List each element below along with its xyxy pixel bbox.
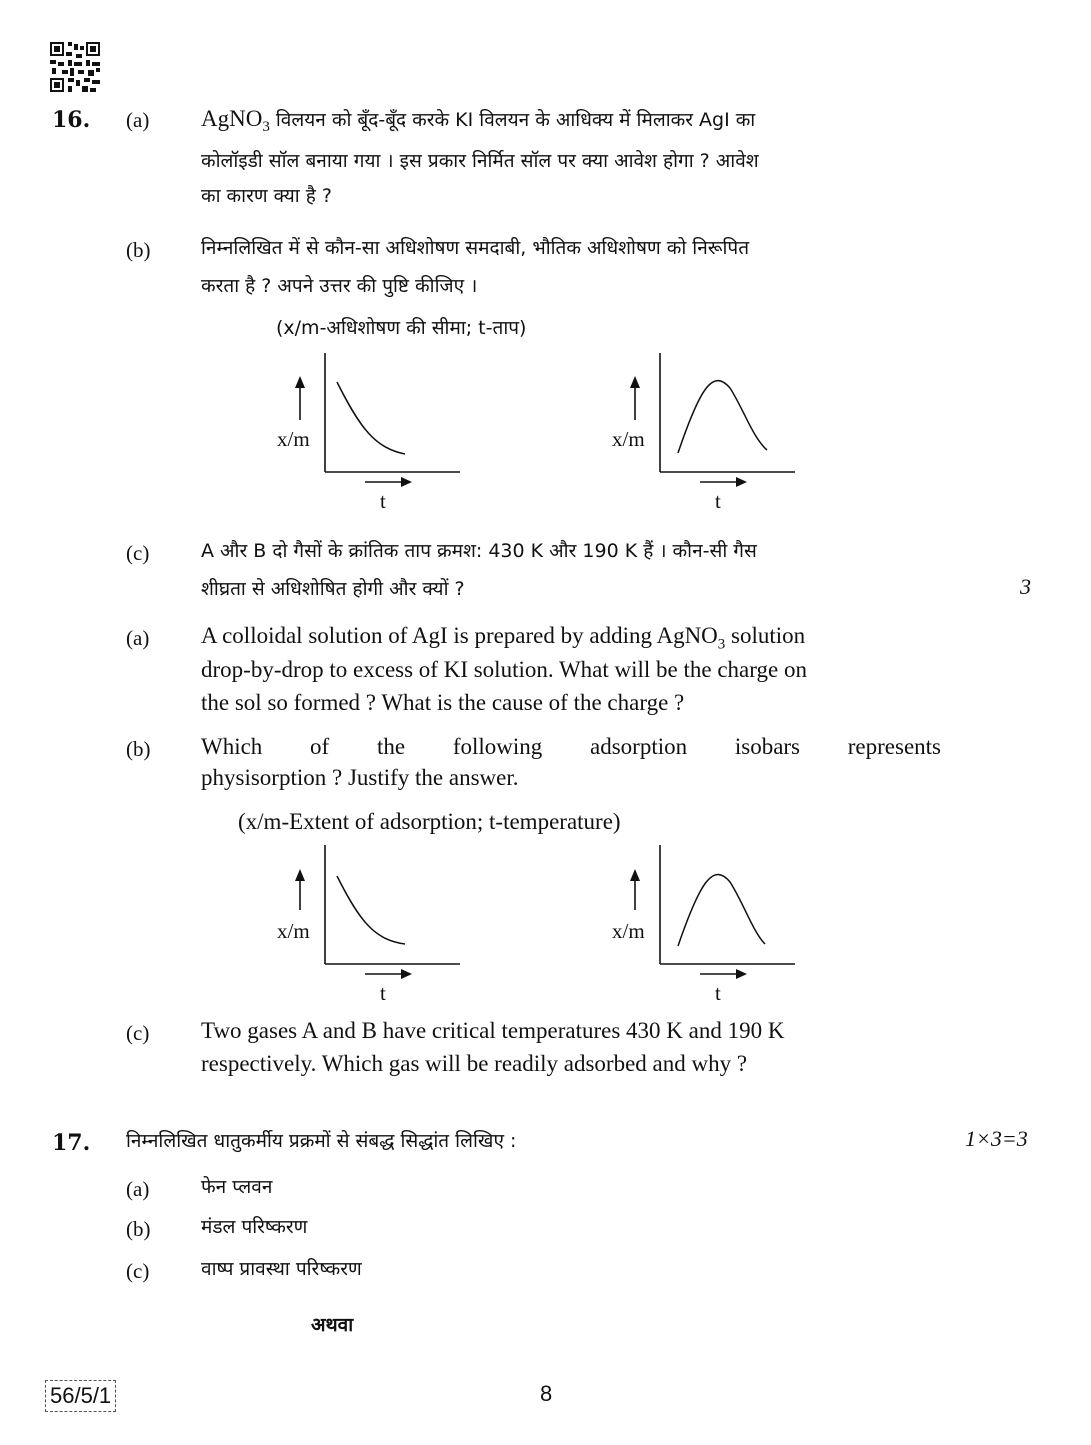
q16-en-b-label: (b) bbox=[126, 737, 151, 761]
q16-en-c-label: (c) bbox=[126, 1021, 150, 1045]
q16-hi-b-line1: निम्नलिखित में से कौन-सा अधिशोषण समदाबी, भौतिक अधिशोषण को निरूपित bbox=[201, 237, 750, 259]
q16-hi-c-label: (c) bbox=[126, 541, 150, 565]
page-number: 8 bbox=[540, 1381, 553, 1406]
q17-c-text: वाष्प प्रावस्था परिष्करण bbox=[201, 1258, 362, 1280]
q16-en-a-line1-sub: 3 bbox=[717, 636, 726, 653]
q16-en-c-line1: Two gases A and B have critical temperatures 430 K and 190 K bbox=[201, 1018, 785, 1043]
hi-graph-1-x-label: t bbox=[380, 489, 386, 513]
q16-marks: 3 bbox=[1020, 574, 1031, 599]
hi-graph-1-y-label: x/m bbox=[277, 427, 310, 451]
q16-hi-a-label: (a) bbox=[126, 108, 150, 132]
q16-en-b-legend: (x/m-Extent of adsorption; t-temperature) bbox=[238, 809, 621, 834]
hi-graph-1-chemisorption bbox=[270, 348, 470, 518]
q16-hi-a-line2: कोलॉइडी सॉल बनाया गया । इस प्रकार निर्मित सॉल पर क्या आवेश होगा ? आवेश bbox=[201, 150, 759, 172]
hi-graph-2-physisorption bbox=[605, 348, 805, 518]
q16-hi-a-line1-pre: AgNO bbox=[201, 106, 263, 131]
q16-hi-c-line1: A और B दो गैसों के क्रांतिक ताप क्रमश: 430 K और 190 K हैं । कौन-सी गैस bbox=[201, 540, 757, 562]
q16-hi-b-line2: करता है ? अपने उत्तर की पुष्टि कीजिए । bbox=[201, 275, 478, 297]
q16-en-a-line1-post: solution bbox=[725, 623, 806, 648]
paper-code: 56/5/1 bbox=[45, 1380, 116, 1412]
q16-hi-c-line2: शीघ्रता से अधिशोषित होगी और क्यों ? bbox=[201, 578, 465, 600]
q16-hi-a-line1 bbox=[201, 102, 980, 144]
q16-hi-a-line1-post: विलयन को बूँद-बूँद करके KI विलयन के आधिक्य में मिलाकर AgI का bbox=[269, 109, 756, 131]
en-graph-2-x-label: t bbox=[715, 981, 721, 1005]
q16-en-a-line1-pre: A colloidal solution of AgI is prepared by adding AgNO bbox=[201, 623, 718, 648]
qr-code bbox=[50, 42, 100, 92]
en-graph-2-physisorption bbox=[605, 842, 805, 1012]
q16-en-b-line1: Which of the following adsorption isobars represents bbox=[201, 734, 941, 759]
q16-en-b-line2: physisorption ? Justify the answer. bbox=[201, 765, 519, 790]
q17-c-label: (c) bbox=[126, 1259, 150, 1283]
q17-stem: निम्नलिखित धातुकर्मीय प्रक्रमों से संबद्ध सिद्धांत लिखिए : bbox=[126, 1130, 517, 1152]
question-number-16: 16. bbox=[52, 107, 91, 133]
q16-hi-b-legend: (x/m-अधिशोषण की सीमा; t-ताप) bbox=[276, 317, 527, 339]
q16-en-a-label: (a) bbox=[126, 626, 150, 650]
q16-hi-a-line1-sub: 3 bbox=[262, 118, 270, 135]
en-graph-1-y-label: x/m bbox=[277, 919, 310, 943]
q17-a-label: (a) bbox=[126, 1177, 150, 1201]
q16-en-c-line2: respectively. Which gas will be readily adsorbed and why ? bbox=[201, 1051, 748, 1076]
q17-or-divider: अथवा bbox=[311, 1314, 354, 1336]
hi-graph-2-x-label: t bbox=[715, 489, 721, 513]
q16-en-a-line3: the sol so formed ? What is the cause of the charge ? bbox=[201, 690, 685, 715]
q16-en-a-line2: drop-by-drop to excess of KI solution. What will be the charge on bbox=[201, 657, 807, 682]
q16-hi-b-label: (b) bbox=[126, 238, 151, 262]
q17-b-text: मंडल परिष्करण bbox=[201, 1216, 308, 1238]
en-graph-1-chemisorption bbox=[270, 842, 470, 1012]
q17-b-label: (b) bbox=[126, 1217, 151, 1241]
q17-a-text: फेन प्लवन bbox=[201, 1176, 273, 1198]
en-graph-1-x-label: t bbox=[380, 981, 386, 1005]
q16-hi-a-line3: का कारण क्या है ? bbox=[201, 185, 332, 207]
question-number-17: 17. bbox=[52, 1130, 91, 1156]
en-graph-2-y-label: x/m bbox=[612, 919, 645, 943]
q17-marks: 1×3=3 bbox=[965, 1126, 1028, 1151]
hi-graph-2-y-label: x/m bbox=[612, 427, 645, 451]
